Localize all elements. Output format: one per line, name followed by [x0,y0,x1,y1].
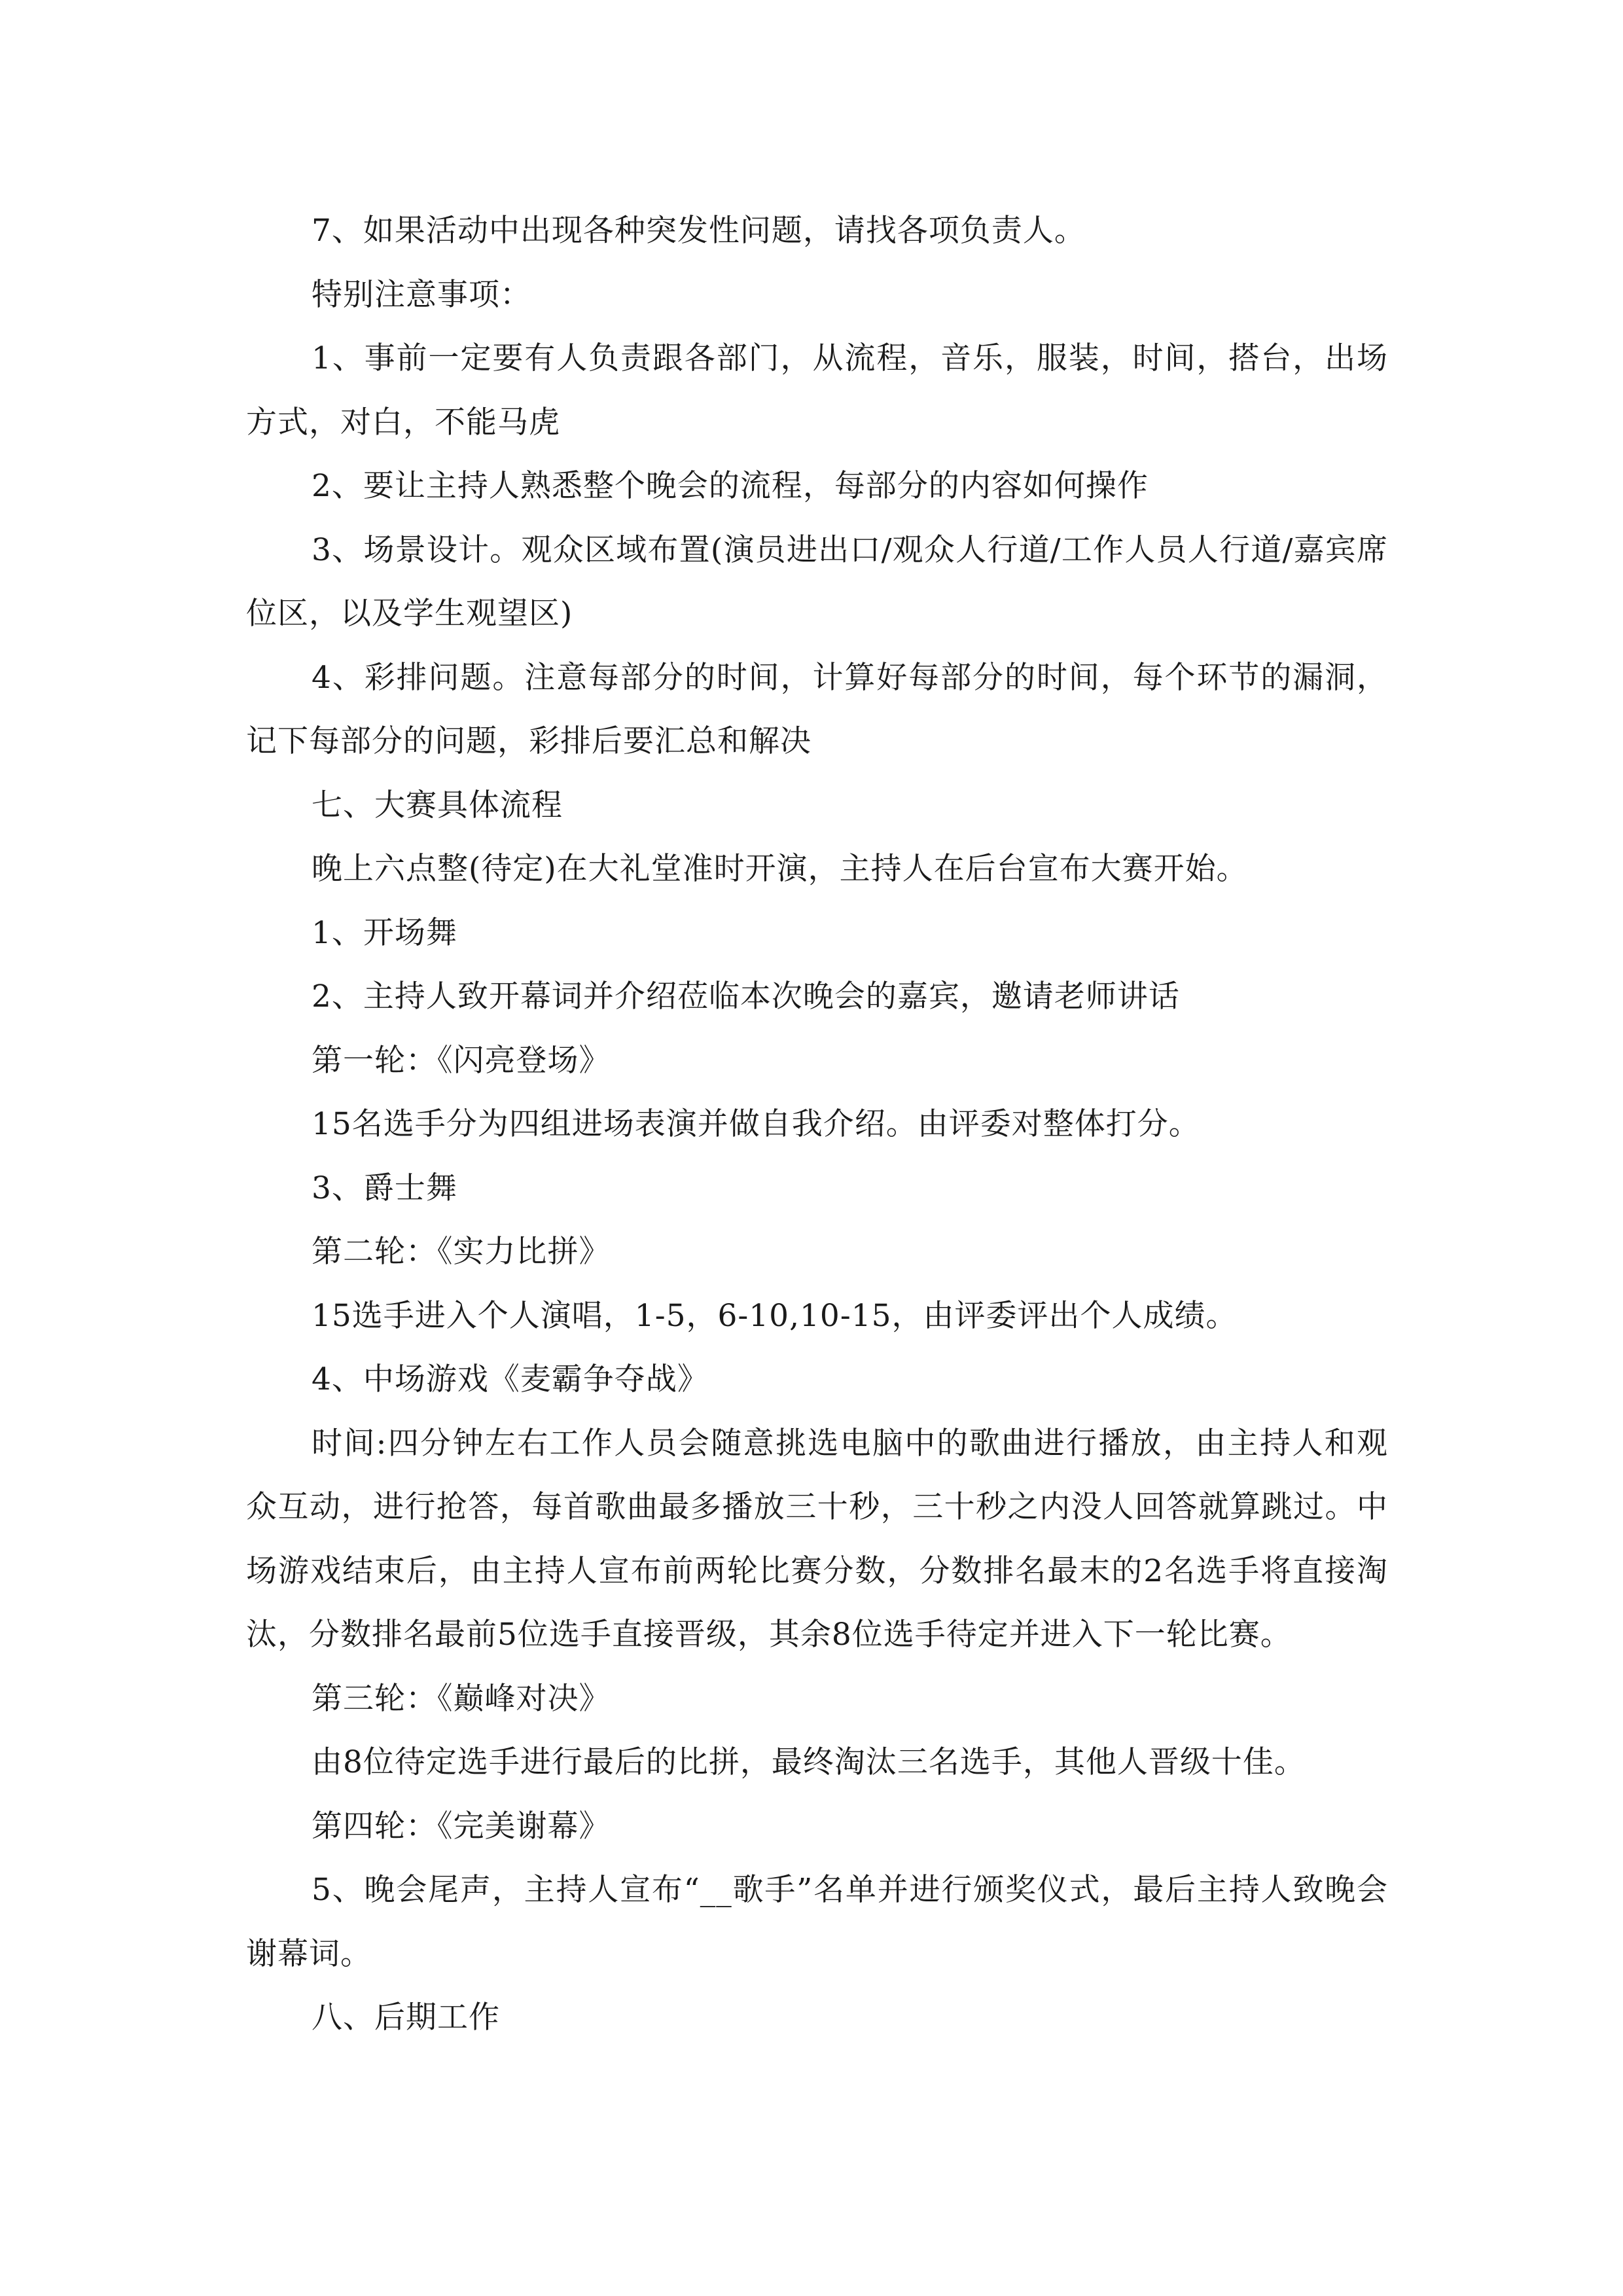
round-2-title: 第二轮：《实力比拼》 [312,1234,611,1270]
flow-item-2: 2、主持人致开幕词并介绍莅临本次晚会的嘉宾，邀请老师讲话 [312,978,1180,1014]
flow-item-4: 4、中场游戏《麦霸争夺战》 [312,1361,709,1397]
note-item-2: 2、要让主持人熟悉整个晚会的流程，每部分的内容如何操作 [312,468,1149,504]
note-item-1: 1、事前一定要有人负责跟各部门，从流程，音乐，服装，时间，搭台，出场方式，对白，不能马虎 [246,340,1388,440]
section-heading-8: 八、后期工作 [312,2000,500,2036]
round-4-title: 第四轮：《完美谢幕》 [312,1808,611,1844]
note-item-3: 3、场景设计。观众区域布置(演员进出口/观众人行道/工作人员人行道/嘉宾席位区，以及学生观望区) [246,531,1388,632]
round-3-title: 第三轮：《巅峰对决》 [312,1680,611,1717]
flow-item-5: 5、晚会尾声，主持人宣布“__歌手”名单并进行颁奖仪式，最后主持人致晚会谢幕词。 [246,1872,1388,1972]
document-body [246,199,1388,2050]
round-1-description: 15名选手分为四组进场表演并做自我介绍。由评委对整体打分。 [312,1106,1200,1142]
round-2-description: 15选手进入个人演唱，1-5，6-10,10-15，由评委评出个人成绩。 [312,1297,1238,1334]
game-description: 时间:四分钟左右工作人员会随意挑选电脑中的歌曲进行播放，由主持人和观众互动，进行抢答，每首歌曲最多播放三十秒，三十秒之内没人回答就算跳过。中场游戏结束后，由主持人宣布前两轮比赛分数，分数排名最末的2名选手将直接淘汰，分数排名最前5位选手直接晋级，其余8位选手待定并进入下一轮比赛。 [246,1425,1388,1653]
round-3-description: 由8位待定选手进行最后的比拼，最终淘汰三名选手，其他人晋级十佳。 [312,1744,1306,1780]
note-item-4: 4、彩排问题。注意每部分的时间，计算好每部分的时间，每个环节的漏洞，记下每部分的问题，彩排后要汇总和解决 [246,659,1388,759]
flow-item-3: 3、爵士舞 [312,1170,457,1206]
paragraph-item-7: 7、如果活动中出现各种突发性问题，请找各项负责人。 [312,213,1086,249]
opening-paragraph: 晚上六点整(待定)在大礼堂准时开演，主持人在后台宣布大赛开始。 [312,851,1248,887]
flow-item-1: 1、开场舞 [312,914,457,951]
section-heading-7: 七、大赛具体流程 [312,787,563,823]
special-notes-heading: 特别注意事项： [312,276,531,313]
round-1-title: 第一轮：《闪亮登场》 [312,1042,611,1079]
